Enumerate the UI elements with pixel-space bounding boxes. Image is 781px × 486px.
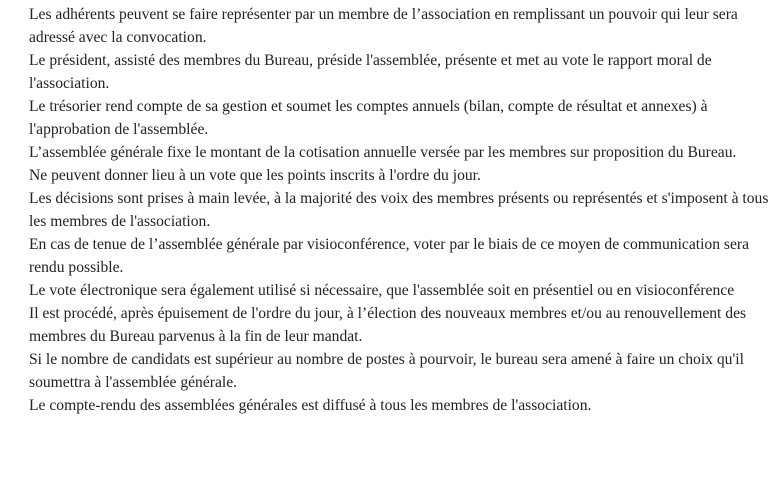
- paragraph-candidates: Si le nombre de candidats est supérieur au nombre de postes à pourvoir, le bureau sera amené à faire un choix qu'il soumettra à l'assemblée générale.: [29, 351, 744, 391]
- paragraph-treasurer: Le trésorier rend compte de sa gestion et soumet les comptes annuels (bilan, compte de résultat et annexes) à l'approbation de l'assemblée.: [29, 98, 708, 138]
- paragraph-membership-fee: L’assemblée générale fixe le montant de la cotisation annuelle versée par les membres sur proposition du Bureau.: [29, 144, 737, 161]
- paragraph-proxy: Les adhérents peuvent se faire représenter par un membre de l’association en remplissant un pouvoir qui leur sera adressé avec la convocation.: [29, 6, 738, 46]
- paragraph-election: Il est procédé, après épuisement de l'ordre du jour, à l’élection des nouveaux membres et/ou au renouvellement des membres du Bureau parvenus à la fin de leur mandat.: [29, 305, 747, 345]
- paragraph-agenda-vote: Ne peuvent donner lieu à un vote que les points inscrits à l'ordre du jour.: [29, 167, 481, 184]
- paragraph-president: Le président, assisté des membres du Bureau, préside l'assemblée, présente et met au vote le rapport moral de l'association.: [29, 52, 712, 92]
- paragraph-videoconference: En cas de tenue de l’assemblée générale par visioconférence, voter par le biais de ce moyen de communication sera rendu possible.: [29, 236, 750, 276]
- paragraph-electronic-vote: Le vote électronique sera également utilisé si nécessaire, que l'assemblée soit en présentiel ou en visioconférence: [29, 282, 735, 299]
- document-body: [29, 3, 769, 417]
- paragraph-minutes: Le compte-rendu des assemblées générales est diffusé à tous les membres de l'association.: [29, 397, 592, 414]
- paragraph-decisions: Les décisions sont prises à main levée, à la majorité des voix des membres présents ou représentés et s'imposent à tous les membres de l'association.: [29, 190, 769, 230]
